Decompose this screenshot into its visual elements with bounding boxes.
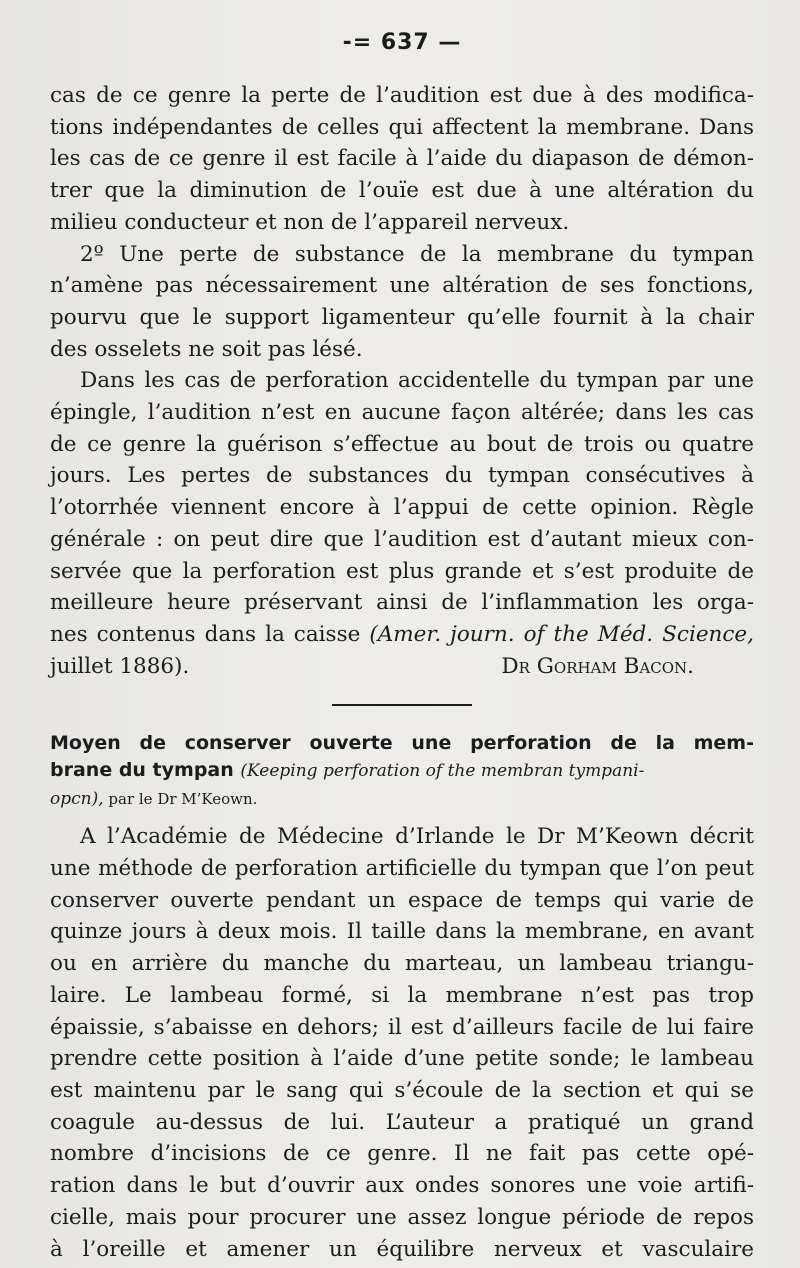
text-line: ration dans le but d’ouvrir aux ondes sonores une voie artifi- <box>50 1173 754 1199</box>
text-line: épingle, l’audition n’est en aucune façon altérée; dans les cas <box>50 400 754 426</box>
text-line: trer que la diminution de l’ouïe est due à une altération du <box>50 178 754 204</box>
section-continuation <box>50 80 754 682</box>
text-line: 2º Une perte de substance de la membrane du tympan <box>80 241 754 267</box>
text-line: milieu conducteur et non de l’appareil nerveux. <box>50 209 570 235</box>
date-text: juillet 1886). <box>50 653 190 679</box>
english-title: (Keeping perforation of the membran tympani- <box>240 761 645 782</box>
text-line: A l’Académie de Médecine d’Irlande le Dr M’Keown décrit <box>80 824 754 850</box>
page-number: -= 637 — <box>342 30 462 55</box>
text-line: Dans les cas de perforation accidentelle du tympan par une <box>80 368 754 394</box>
text-line: laire. Le lambeau formé, si la membrane n’est pas trop <box>50 982 754 1008</box>
author-signature: Dr Gorham Bacon. <box>501 653 694 679</box>
text-line: quinze jours à deux mois. Il taille dans la membrane, en avant <box>50 919 754 945</box>
text-line: meilleure heure préservant ainsi de l’inflammation les orga- <box>50 590 754 616</box>
text-line: de ce genre la guérison s’effectue au bout de trois ou quatre <box>50 431 754 457</box>
text-line: une méthode de perforation artificielle du tympan que l’on peut <box>50 856 754 882</box>
text-line: jours. Les pertes de substances du tympan consécutives à <box>50 463 754 489</box>
text-line: coagule au-dessus de lui. L’auteur a pratiqué un grand <box>50 1109 754 1135</box>
text-line-citation: nes contenus dans la caisse (Amer. journ. of the Méd. Science, <box>50 621 754 647</box>
article-author: par le Dr M’Keown. <box>103 790 258 809</box>
text-line: épaissie, s’abaisse en dehors; il est d’ailleurs facile de lui faire <box>50 1014 754 1040</box>
title-line: opcn), par le Dr M’Keown. <box>50 789 258 810</box>
section-divider <box>332 704 472 706</box>
text-line: n’amène pas nécessairement une altération de ses fonctions, <box>50 273 754 299</box>
text-line: conserver ouverte pendant un espace de temps qui varie de <box>50 887 754 913</box>
title-line: Moyen de conserver ouverte une perforation de la mem- <box>50 732 754 755</box>
text-line: à l’oreille et amener un équilibre nerveux et vasculaire <box>50 1236 754 1262</box>
text-line: est maintenu par le sang qui s’écoule de la section et qui se <box>50 1077 754 1103</box>
text-line: pourvu que le support ligamenteur qu’elle fournit à la chair <box>50 304 754 330</box>
article-body <box>50 821 754 1265</box>
text-line: ou en arrière du manche du marteau, un lambeau triangu- <box>50 951 754 977</box>
citation: (Amer. journ. of the Méd. Science, <box>369 621 754 647</box>
text-line: nombre d’incisions de ce genre. Il ne fait pas cette opé- <box>50 1141 754 1167</box>
text-line: servée que la perforation est plus grande et s’est produite de <box>50 558 754 584</box>
text-line: cas de ce genre la perte de l’audition est due à des modifica- <box>50 83 754 108</box>
text-line: générale : on peut dire que l’audition est d’autant mieux con- <box>50 526 754 552</box>
signature-row <box>50 651 754 683</box>
title-line: brane du tympan (Keeping perforation of the membran tympani- <box>50 759 645 782</box>
text-line: cielle, mais pour procurer une assez longue période de repos <box>50 1204 754 1230</box>
text-line: prendre cette position à l’aide d’une petite sonde; le lambeau <box>50 1046 754 1072</box>
article-title <box>50 730 754 813</box>
text-line: les cas de ce genre il est facile à l’aide du diapason de démon- <box>50 146 754 172</box>
text-line: l’otorrhée viennent encore à l’appui de cette opinion. Règle <box>50 495 754 521</box>
text-line: tions indépendantes de celles qui affectent la membrane. Dans <box>50 114 754 140</box>
text-line: des osselets ne soit pas lésé. <box>50 336 363 362</box>
